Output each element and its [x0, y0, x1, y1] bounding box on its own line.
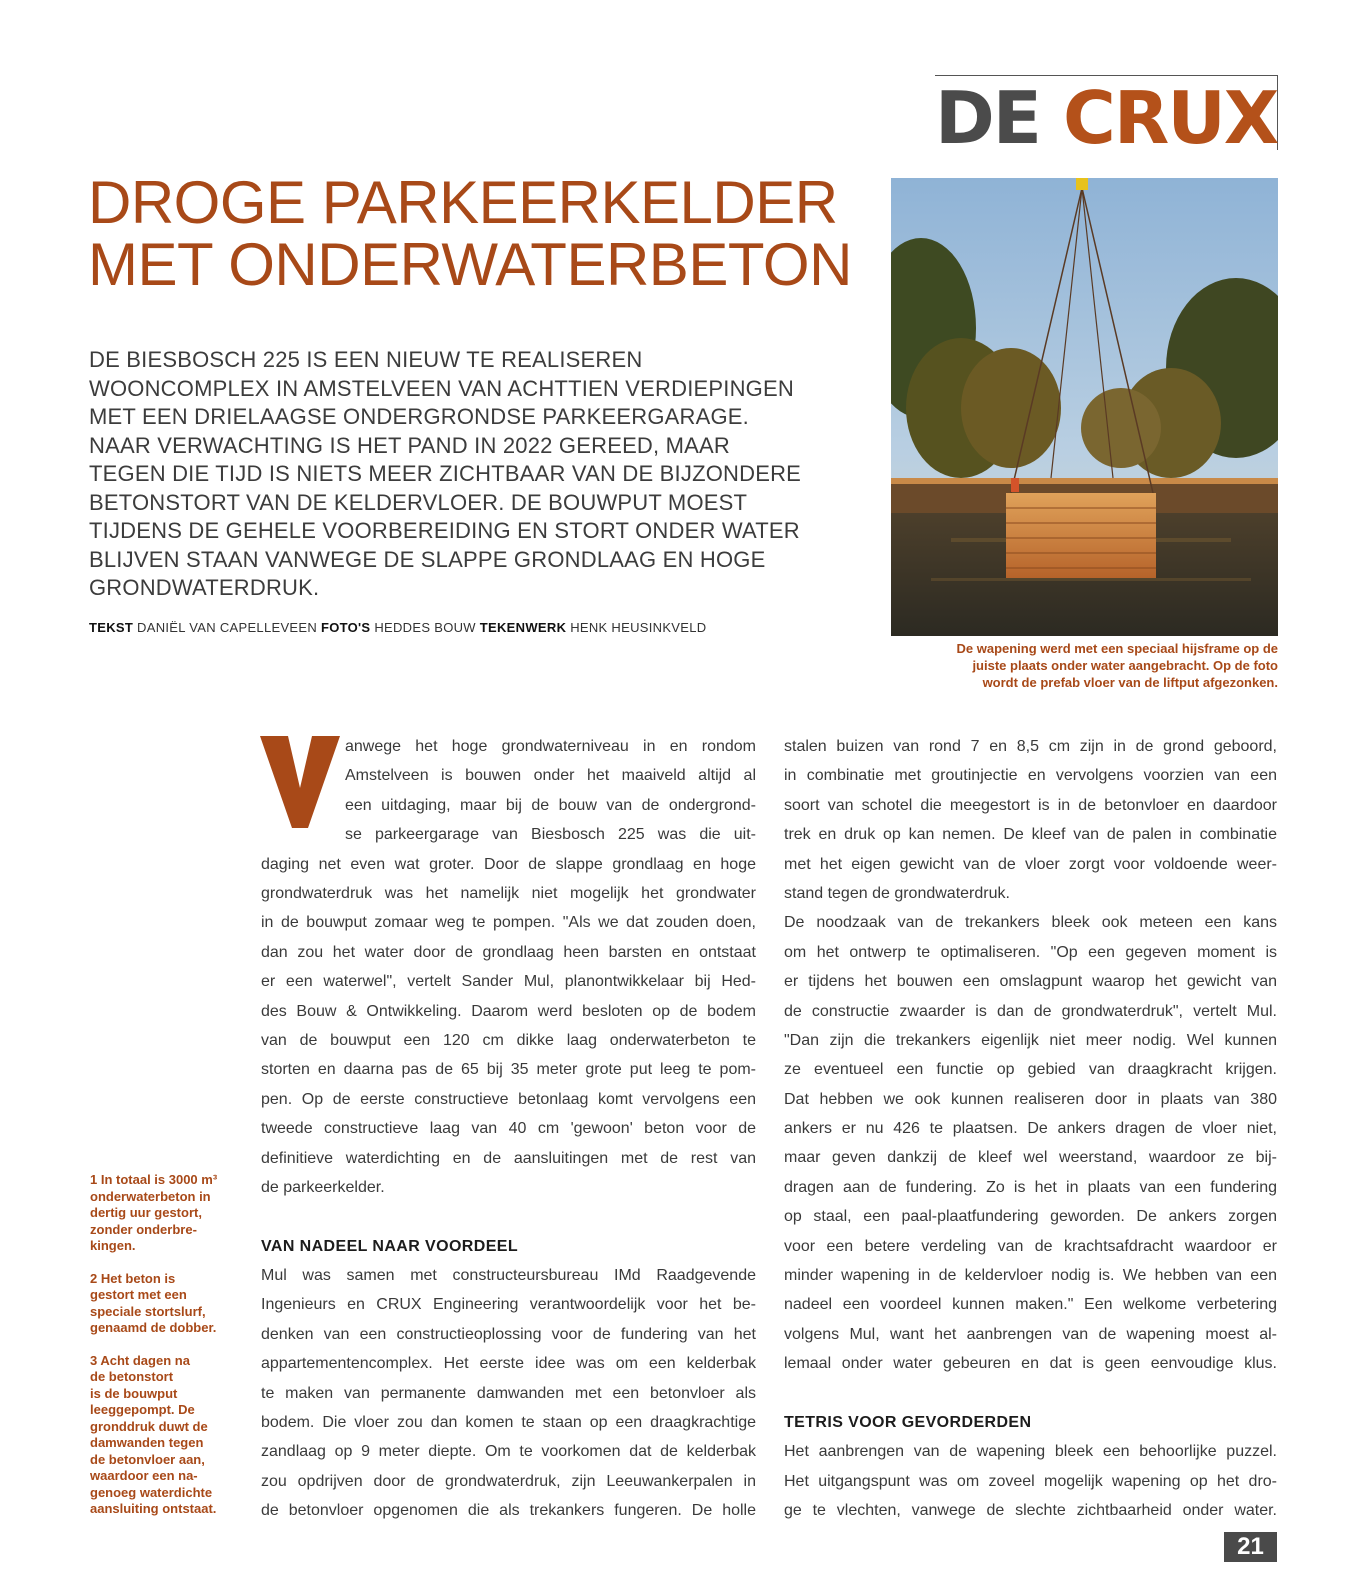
section-heading: VAN NADEEL NAAR VOORDEEL [261, 1237, 519, 1255]
intro-line: GRONDWATERDRUK. [89, 575, 320, 600]
body-line: zou opdrijven door de grondwaterdruk, zijn Leeuwankerpalen in [261, 1472, 756, 1490]
body-line: er een waterwel", vertelt Sander Mul, planontwikkelaar bij Hed- [261, 973, 756, 991]
body-line: anwege het hoge grondwaterniveau in en rondom [345, 738, 756, 755]
side-notes [90, 1172, 250, 1534]
side-note-line: 1 In totaal is 3000 m³ [90, 1172, 218, 1187]
side-note-line: is de bouwput [90, 1385, 178, 1401]
masthead-logo [935, 78, 1277, 158]
side-note-line: de betonvloer aan, [90, 1451, 205, 1467]
side-note-line: aansluiting ontstaat. [90, 1501, 217, 1516]
section-heading: TETRIS VOOR GEVORDERDEN [784, 1413, 1032, 1431]
side-note-line: gronddruk duwt de [90, 1418, 208, 1434]
side-note-line: waardoor een na- [90, 1468, 198, 1483]
body-line: appartementencomplex. Het eerste idee was om een kelderbak [261, 1355, 756, 1373]
body-line: de betonvloer opgenomen die als trekankers fungeren. De holle [261, 1502, 756, 1520]
body-line: er tijdens het bouwen een omslagpunt waarop het gewicht van [784, 973, 1277, 991]
body-line: een uitdaging, maar bij de bouw van de ondergrond- [345, 796, 756, 814]
intro-line: DE BIESBOSCH 225 IS EEN NIEUW TE REALISEREN [89, 347, 643, 372]
article-photo [891, 178, 1278, 636]
body-line: in de bouwput zomaar weg te pompen. "Als we dat zouden doen, [261, 914, 756, 932]
side-note-line: de betonstort [90, 1369, 174, 1384]
side-note [90, 1172, 250, 1255]
body-line: Het aanbrengen van de wapening bleek een behoorlijke puzzel. [784, 1443, 1277, 1461]
body-line: maar geven dankzij de kleef wel weerstand, waardoor ze bij- [784, 1149, 1277, 1167]
body-line: in combinatie met groutinjectie en vervolgens voorzien van een [784, 767, 1277, 785]
caption-line: juiste plaats onder water aangebracht. Op de foto [972, 658, 1278, 673]
body-line: de parkeerkelder. [261, 1178, 385, 1196]
credit-tekenwerk-label: TEKENWERK [479, 620, 567, 635]
body-line: zandlaag op 9 meter diepte. Om te voorkomen dat de kelderbak [261, 1443, 756, 1461]
credit-fotos-value: HEDDES BOUW [374, 620, 476, 635]
column-2 [784, 732, 1277, 1526]
body-line: soort van schotel die meegestort is in de betonvloer en daardoor [784, 796, 1277, 814]
side-note-line: damwanden tegen [90, 1435, 204, 1450]
side-note [90, 1353, 250, 1518]
body-line: se parkeergarage van Biesbosch 225 was die uit- [345, 826, 756, 844]
body-line: ze eventueel een functie op gebied van draagkracht krijgen. [784, 1061, 1277, 1079]
body-line: pen. Op de eerste constructieve betonlaag komt vervolgens een [261, 1090, 756, 1108]
body-line: storten en daarna pas de 65 bij 35 meter grote put leeg te pom- [261, 1061, 756, 1079]
article-title [88, 169, 868, 298]
credit-tekst-label: TEKST [89, 620, 134, 635]
body-line: voor een betere verdeling van de krachtsafdracht waardoor er [784, 1237, 1277, 1255]
body-line: ankers er nu 426 te plaatsen. De ankers dragen de vloer niet, [784, 1120, 1277, 1138]
body-line: denken van een constructieoplossing voor de fundering van het [261, 1325, 756, 1343]
intro-line: BLIJVEN STAAN VANWEGE DE SLAPPE GRONDLAAG EN HOGE [89, 546, 766, 572]
side-note-line: genaamd de dobber. [90, 1320, 217, 1335]
body-line: definitieve waterdichting en de aansluitingen met de rest van [261, 1149, 756, 1167]
body-line: nadeel een voordeel kunnen maken." Een welkome verbetering [784, 1296, 1277, 1314]
intro-line: MET EEN DRIELAAGSE ONDERGRONDSE PARKEERGARAGE. [89, 404, 749, 429]
article-credits [89, 620, 879, 635]
side-note [90, 1271, 250, 1337]
credit-tekenwerk-value: HENK HEUSINKVELD [570, 620, 707, 635]
body-line: te maken van permanente damwanden met een betonvloer als [261, 1384, 756, 1402]
body-line: stand tegen de grondwaterdruk. [784, 884, 1010, 902]
title-line-2: MET ONDERWATERBETON [88, 231, 852, 298]
side-note-line: gestort met een [90, 1287, 187, 1302]
intro-line: TEGEN DIE TIJD IS NIETS MEER ZICHTBAAR VAN DE BIJZONDERE [89, 461, 802, 486]
body-line: De noodzaak van de trekankers bleek ook meteen een kans [784, 914, 1277, 932]
masthead-crux: CRUX [1063, 76, 1278, 160]
body-line: op staal, een paal-plaatfundering geworden. De ankers zorgen [784, 1208, 1277, 1226]
body-line: ge te vlechten, vanwege de slechte zichtbaarheid onder water. [784, 1502, 1277, 1520]
side-note-line: 3 Acht dagen na [90, 1352, 190, 1368]
intro-line: NAAR VERWACHTING IS HET PAND IN 2022 GEREED, MAAR [89, 432, 731, 458]
side-note-line: leeggepompt. De [90, 1402, 195, 1417]
body-line: stalen buizen van rond 7 en 8,5 cm zijn in de grond geboord, [784, 738, 1277, 755]
body-line: grondwaterdruk was het namelijk niet mogelijk het grondwater [261, 884, 756, 902]
body-line: om het ontwerp te optimaliseren. "Op een gegeven moment is [784, 943, 1277, 961]
body-line: Ingenieurs en CRUX Engineering verantwoordelijk voor het be- [261, 1296, 756, 1314]
side-note-line: onderwaterbeton in [90, 1188, 211, 1204]
body-line: van de bouwput een 120 cm dikke laag onderwaterbeton te [261, 1031, 756, 1049]
body-line: minder wapening in de keldervloer nodig is. We hebben van een [784, 1267, 1277, 1285]
caption-line: De wapening werd met een speciaal hijsframe op de [956, 641, 1278, 656]
body-line: bodem. Die vloer zou dan komen te staan op een draagkrachtige [261, 1414, 756, 1432]
side-note-line: zonder onderbre- [90, 1221, 197, 1237]
side-note-line: speciale stortslurf, [90, 1303, 206, 1319]
body-line: de constructie zwaarder is dan de grondwaterdruk", vertelt Mul. [784, 1002, 1277, 1020]
body-line: met het eigen gewicht van de vloer zorgt voor voldoende weer- [784, 855, 1277, 873]
side-note-line: genoeg waterdichte [90, 1484, 213, 1500]
body-line: des Bouw & Ontwikkeling. Daarom werd besloten op de bodem [261, 1002, 756, 1020]
masthead-de: DE [935, 76, 1040, 160]
intro-line: WOONCOMPLEX IN AMSTELVEEN VAN ACHTTIEN VERDIEPINGEN [89, 375, 794, 401]
body-line: dan zou het water door de grondlaag heen barsten en ontstaat [261, 943, 756, 961]
body-line: lemaal onder water gebeuren en dat is geen eenvoudige klus. [784, 1355, 1277, 1373]
article-intro [89, 346, 879, 603]
body-line: Het uitgangspunt was om zoveel mogelijk wapening op het dro- [784, 1472, 1277, 1490]
intro-line: BETONSTORT VAN DE KELDERVLOER. DE BOUWPUT MOEST [89, 489, 748, 515]
body-line: daging net even wat groter. Door de slappe grondlaag en hoge [261, 855, 756, 873]
body-line: "Dan zijn die trekankers eigenlijk niet meer nodig. Wel kunnen [784, 1031, 1277, 1049]
photo-caption [880, 640, 1278, 691]
body-line: volgens Mul, want het aanbrengen van de wapening moest al- [784, 1325, 1277, 1343]
body-line: Dat hebben we ook kunnen realiseren door in plaats van 380 [784, 1090, 1277, 1108]
intro-line: TIJDENS DE GEHELE VOORBEREIDING EN STORT ONDER WATER [89, 518, 800, 543]
body-line: Amstelveen is bouwen onder het maaiveld altijd al [345, 767, 756, 785]
title-line-1: DROGE PARKEERKELDER [88, 169, 838, 236]
body-line: tweede constructieve laag van 40 cm 'gewoon' beton voor de [261, 1120, 756, 1138]
crane-lift-photo [891, 178, 1278, 636]
caption-line: wordt de prefab vloer van de liftput afgezonken. [982, 675, 1278, 690]
page-number: 21 [1224, 1532, 1277, 1562]
credit-fotos-label: FOTO'S [320, 620, 371, 635]
body-line: dragen aan de fundering. Zo is het in plaats van een fundering [784, 1178, 1277, 1196]
side-note-line: dertig uur gestort, [90, 1205, 202, 1220]
side-note-line: 2 Het beton is [90, 1270, 176, 1286]
credit-tekst-value: DANIËL VAN CAPELLEVEEN [137, 620, 318, 635]
body-line: Mul was samen met constructeursbureau IMd Raadgevende [261, 1267, 756, 1285]
body-line: trek en druk op kan nemen. De kleef van de palen in combinatie [784, 826, 1277, 844]
side-note-line: kingen. [90, 1238, 136, 1253]
column-1 [261, 732, 756, 1526]
